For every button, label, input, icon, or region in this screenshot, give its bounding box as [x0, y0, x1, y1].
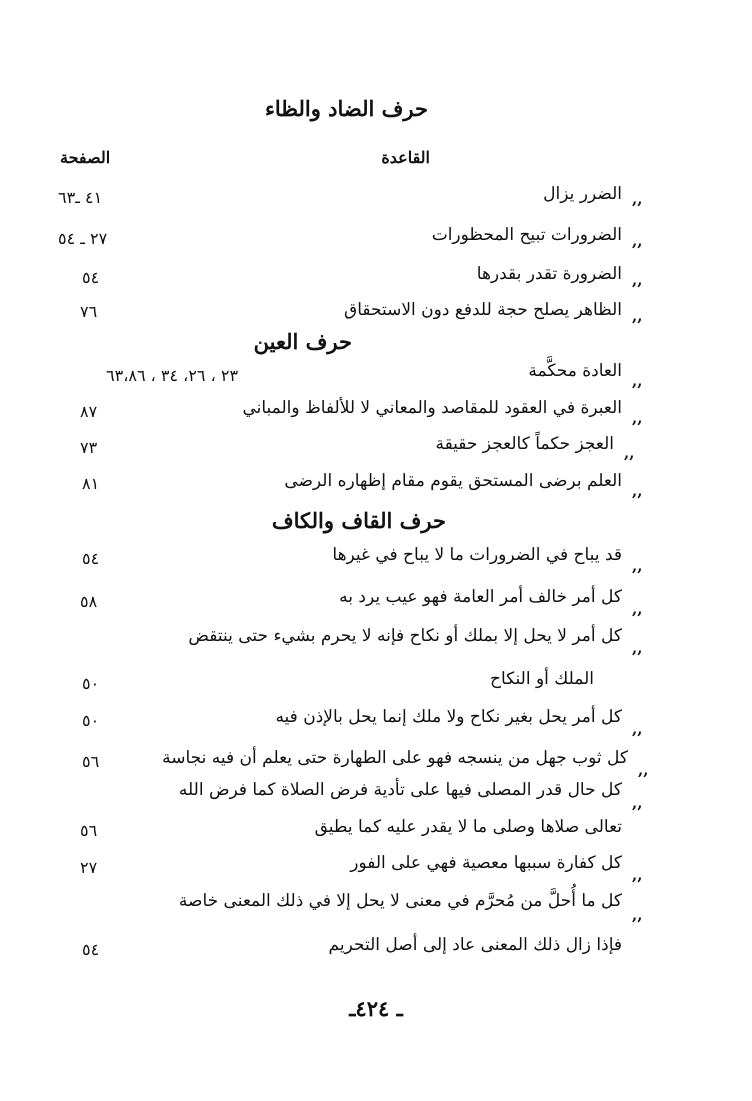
rule-column-label: القاعدة: [381, 148, 430, 167]
entry-mark: ,,: [632, 906, 643, 924]
entry-mark: ,,: [632, 307, 643, 325]
page-reference: ٥٦: [80, 821, 98, 840]
rule-text: الضرورات تبيح المحظورات: [431, 225, 622, 245]
rule-text: كل أمر خالف أمر العامة فهو عيب يرد به: [339, 587, 622, 607]
page-reference: ٧٦: [80, 302, 98, 321]
rule-text: كل أمر يحل بغير نكاح ولا ملك إنما يحل بالإذن فيه: [275, 707, 622, 727]
rule-text-line-2: فإذا زال ذلك المعنى عاد إلى أصل التحريم: [328, 935, 622, 955]
rule-text-line-1: كل أمر لا يحل إلا بملك أو نكاح فإنه لا يحرم بشيء حتى ينتقض: [188, 626, 622, 646]
page-reference: ٨٧: [80, 402, 98, 421]
page-reference: ٥٠: [82, 674, 100, 693]
entry-mark: ,,: [632, 794, 643, 812]
entry-mark: ,,: [632, 639, 643, 657]
page-reference: ٥٦: [82, 752, 100, 771]
rule-text: العادة محكَّمة: [528, 361, 622, 381]
entry-mark: ,,: [632, 409, 643, 427]
rule-text: الضرورة تقدر بقدرها: [476, 264, 622, 284]
section-heading-dad-zaa: حرف الضاد والظاء: [264, 96, 428, 121]
page-reference: ٤١ ـ٦٣: [58, 188, 103, 207]
rule-text: العلم برضى المستحق يقوم مقام إظهاره الرضى: [284, 471, 622, 491]
page-reference: ٢٧ ـ ٥٤: [58, 229, 108, 248]
rule-text: قد يباح في الضرورات ما لا يباح في غيرها: [332, 545, 622, 565]
entry-mark: ,,: [638, 761, 649, 779]
rule-text-line-2: الملك أو النكاح: [489, 669, 594, 689]
entry-mark: ,,: [632, 271, 643, 289]
entry-mark: ,,: [632, 372, 643, 390]
section-heading-ayn: حرف العين: [253, 329, 352, 354]
rule-text-line-2: تعالى صلاها وصلى ما لا يقدر عليه كما يطيق: [314, 817, 622, 837]
rule-text: العبرة في العقود للمقاصد والمعاني لا للألفاظ والمباني: [242, 398, 622, 418]
entry-mark: ,,: [632, 482, 643, 500]
entry-mark: ,,: [632, 600, 643, 618]
entry-mark: ,,: [632, 232, 643, 250]
entry-mark: ,,: [632, 866, 643, 884]
page-reference: ٨١: [82, 474, 100, 493]
page-number: ـ ٤٢٤ـ: [349, 996, 403, 1021]
page-reference: ٢٣ ، ٢٦، ٣٤ ، ٦٣،٨٦: [106, 366, 239, 385]
page-reference: ٥٨: [80, 592, 98, 611]
entry-mark: ,,: [632, 557, 643, 575]
page-reference: ٥٤: [82, 268, 100, 287]
section-heading-qaf-kaf: حرف القاف والكاف: [271, 508, 446, 533]
page-reference: ٥٤: [82, 940, 100, 959]
page-reference: ٧٣: [80, 438, 98, 457]
rule-text: كل كفارة سببها معصية فهي على الفور: [350, 853, 622, 873]
rule-text: الضرر يزال: [543, 184, 622, 204]
rule-text-line-1: كل ما أُحلَّ من مُحرَّم في معنى لا يحل إلا في ذلك المعنى خاصة: [178, 891, 622, 911]
entry-mark: ,,: [632, 720, 643, 738]
page-reference: ٢٧: [80, 858, 98, 877]
entry-mark: ,,: [624, 444, 635, 462]
page-reference: ٥٤: [82, 549, 100, 568]
page-column-label: الصفحة: [60, 148, 111, 167]
rule-text: كل ثوب جهل من ينسجه فهو على الطهارة حتى يعلم أن فيه نجاسة: [162, 748, 628, 768]
page-reference: ٥٠: [82, 711, 100, 730]
rule-text-line-1: كل حال قدر المصلى فيها على تأدية فرض الصلاة كما فرض الله: [178, 780, 622, 800]
entry-mark: ,,: [632, 190, 643, 208]
rule-text: العجز حكماً كالعجز حقيقة: [435, 434, 614, 454]
rule-text: الظاهر يصلح حجة للدفع دون الاستحقاق: [344, 300, 622, 320]
